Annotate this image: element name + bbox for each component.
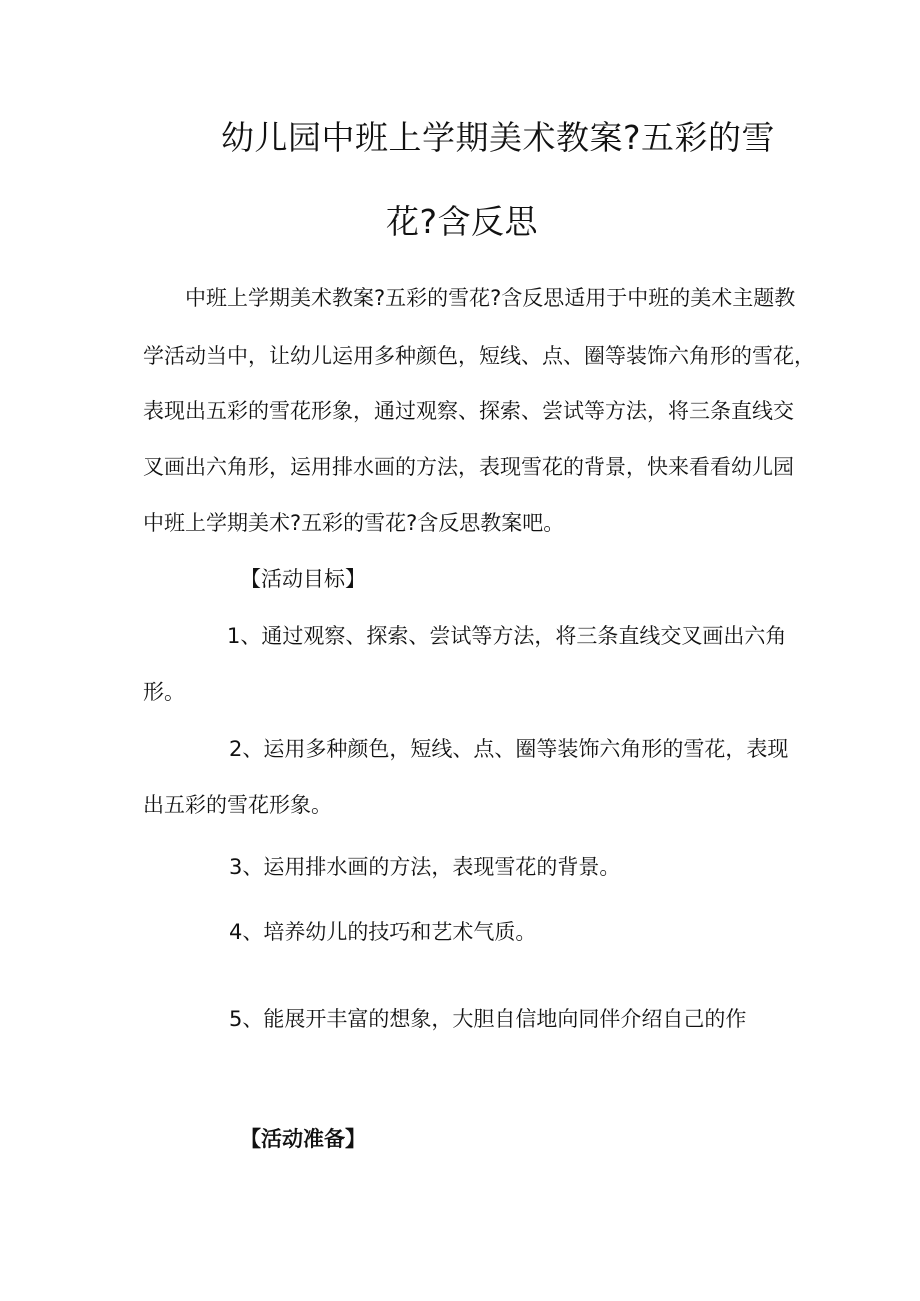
- intro-line: 中班上学期美术教案?五彩的雪花?含反思适用于中班的美术主题教: [185, 286, 796, 310]
- goal-line: 形。: [143, 680, 185, 704]
- title-line-1: 幼儿园中班上学期美术教案?五彩的雪: [221, 118, 776, 157]
- goal-line: 2、运用多种颜色，短线、点、圈等装饰六角形的雪花，表现: [229, 737, 789, 761]
- goal-item-5: 5、能展开丰富的想象，大胆自信地向同伴介绍自己的作: [229, 1007, 747, 1031]
- intro-line: 叉画出六角形，运用排水画的方法，表现雪花的背景，快来看看幼儿园: [143, 455, 794, 479]
- section-heading-goals: 【活动目标】: [240, 567, 366, 591]
- intro-line: 中班上学期美术?五彩的雪花?含反思教案吧。: [143, 511, 565, 535]
- goal-line: 1、通过观察、探索、尝试等方法，将三条直线交叉画出六角: [227, 624, 787, 648]
- goal-line: 出五彩的雪花形象。: [143, 793, 332, 817]
- intro-line: 表现出五彩的雪花形象，通过观察、探索、尝试等方法，将三条直线交: [143, 399, 794, 423]
- title-line-2: 花?含反思: [386, 202, 539, 241]
- section-heading-preparation: 【活动准备】: [240, 1127, 366, 1151]
- intro-line: 学活动当中，让幼儿运用多种颜色，短线、点、圈等装饰六角形的雪花，: [143, 344, 815, 368]
- goal-item-4: 4、培养幼儿的技巧和艺术气质。: [229, 920, 537, 944]
- goal-item-3: 3、运用排水画的方法，表现雪花的背景。: [229, 855, 621, 879]
